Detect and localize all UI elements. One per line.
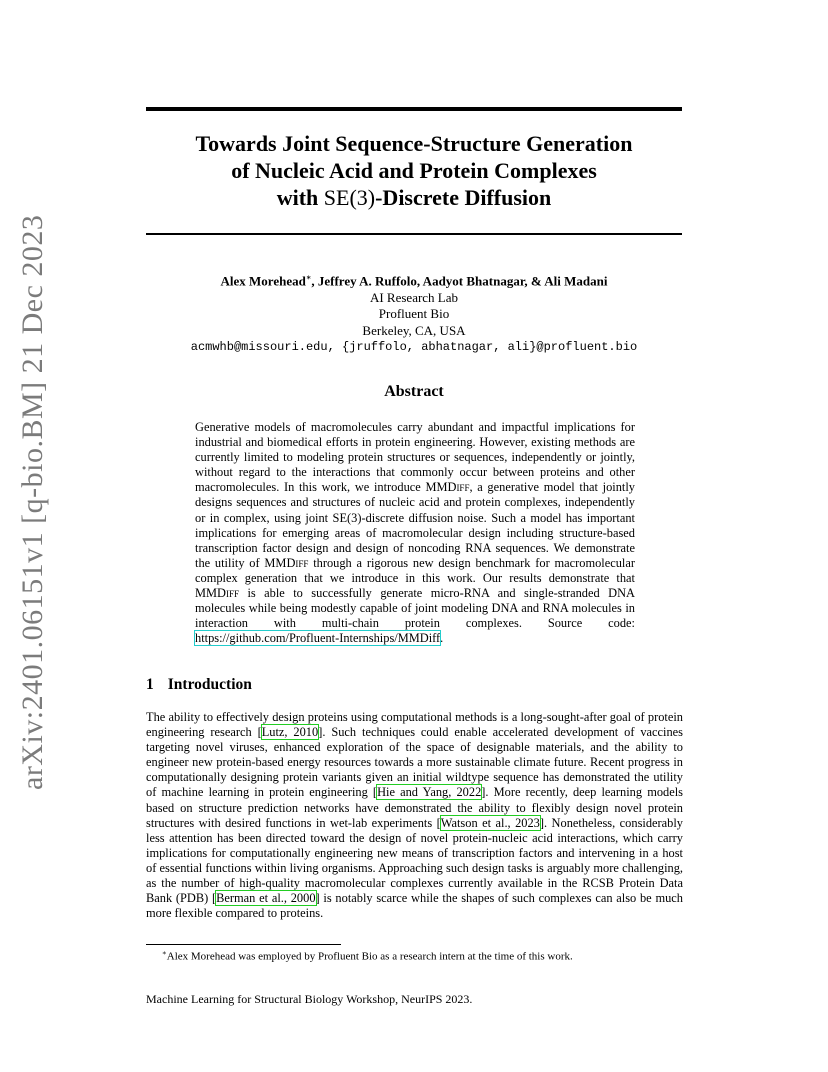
paper-title xyxy=(146,130,682,211)
introduction-paragraph: The ability to effectively design proteins using computational methods is a long-sought-after goal of protein engineering research [Lutz, 2010]. Such techniques could enable accelerated development of vaccines targeting novel viruses, enhanced exploration of the space of designable materials, and the ability to engineer new protein-based energy resources towards a more sustainable climate future. Recent progress in computationally designing protein variants given an initial wildtype sequence has demonstrated the utility of machine learning in protein engineering [Hie and Yang, 2022]. More recently, deep learning models based on structure prediction networks have demonstrated the ability to flexibly design novel protein structures with desired functions in wet-lab experiments [Watson et al., 2023]. Nonetheless, considerably less attention has been directed toward the design of novel protein-nucleic acid interactions, which carry implications for computationally engineering new means of transcription factors and intervening in a host of essential functions within living organisms. Approaching such design tasks is arguably more challenging, as the number of high-quality macromolecular complexes currently available in the RCSB Protein Data Bank (PDB) [Berman et al., 2000] is notably scarce while the shapes of such complexes can also be much more flexible compared to proteins. xyxy=(146,710,684,921)
footnote-rule xyxy=(146,944,341,945)
section-number: 1 xyxy=(146,676,154,693)
author-block xyxy=(146,270,682,356)
title-bottom-rule xyxy=(146,233,682,235)
abstract-text: Generative models of macromolecules carry abundant and impactful implications for industrial and biomedical efforts in protein engineering. However, existing methods are currently limited to modeling protein structures or sequences, independently or jointly, without regard to the interactions that commonly occur between proteins and other macromolecules. In this work, we introduce MMDiff, a generative model that jointly designs sequences and structures of nucleic acid and protein complexes, independently or in complex, using joint SE(3)-discrete diffusion noise. Such a model has important implications for emerging areas of macromolecular design including structure-based transcription factor design and design of noncoding RNA sequences. We demonstrate the utility of MMDiff through a rigorous new design benchmark for macromolecular complex generation that we introduce in this work. Our results demonstrate that MMDiff is able to successfully generate micro-RNA and single-stranded DNA molecules while being modestly capable of joint modeling DNA and RNA molecules in interaction with multi-chain protein complexes. Source code: https://github.com/Profluent-Internships/MMDiff. xyxy=(195,420,636,646)
source-code-link[interactable]: https://github.com/Profluent-Internships/MMDiff xyxy=(195,631,441,646)
title-math: SE(3) xyxy=(323,185,376,210)
author-lab: AI Research Lab xyxy=(369,289,459,305)
abstract-heading: Abstract xyxy=(384,383,444,400)
citation-link[interactable]: Lutz, 2010 xyxy=(261,725,319,740)
author-names: Alex Morehead∗, Jeffrey A. Ruffolo, Aadyot Bhatnagar, & Ali Madani xyxy=(220,273,608,289)
citation-link[interactable]: Berman et al., 2000 xyxy=(216,891,316,906)
title-top-rule xyxy=(146,107,682,111)
section-title: Introduction xyxy=(167,676,252,693)
author-emails: acmwhb@missouri.edu, {jruffolo, abhatnagar, ali}@profluent.bio xyxy=(190,340,638,355)
author-org: Profluent Bio xyxy=(378,306,450,322)
arxiv-identifier: arXiv:2401.06151v1 [q-bio.BM] 21 Dec 2023 xyxy=(16,214,49,790)
title-line-1: Towards Joint Sequence-Structure Generation xyxy=(195,131,633,156)
citation-link[interactable]: Hie and Yang, 2022 xyxy=(377,785,482,800)
title-line-3: with SE(3)-Discrete Diffusion xyxy=(276,185,552,210)
title-line-2: of Nucleic Acid and Protein Complexes xyxy=(231,158,597,183)
section-heading xyxy=(146,676,252,694)
venue-note: Machine Learning for Structural Biology Workshop, NeurIPS 2023. xyxy=(146,992,473,1006)
author-footnote-mark: ∗ xyxy=(305,273,312,282)
citation-link[interactable]: Watson et al., 2023 xyxy=(440,815,540,830)
author-location: Berkeley, CA, USA xyxy=(362,322,466,338)
footnote: ∗Alex Morehead was employed by Profluent Bio as a research intern at the time of this work. xyxy=(162,949,573,963)
